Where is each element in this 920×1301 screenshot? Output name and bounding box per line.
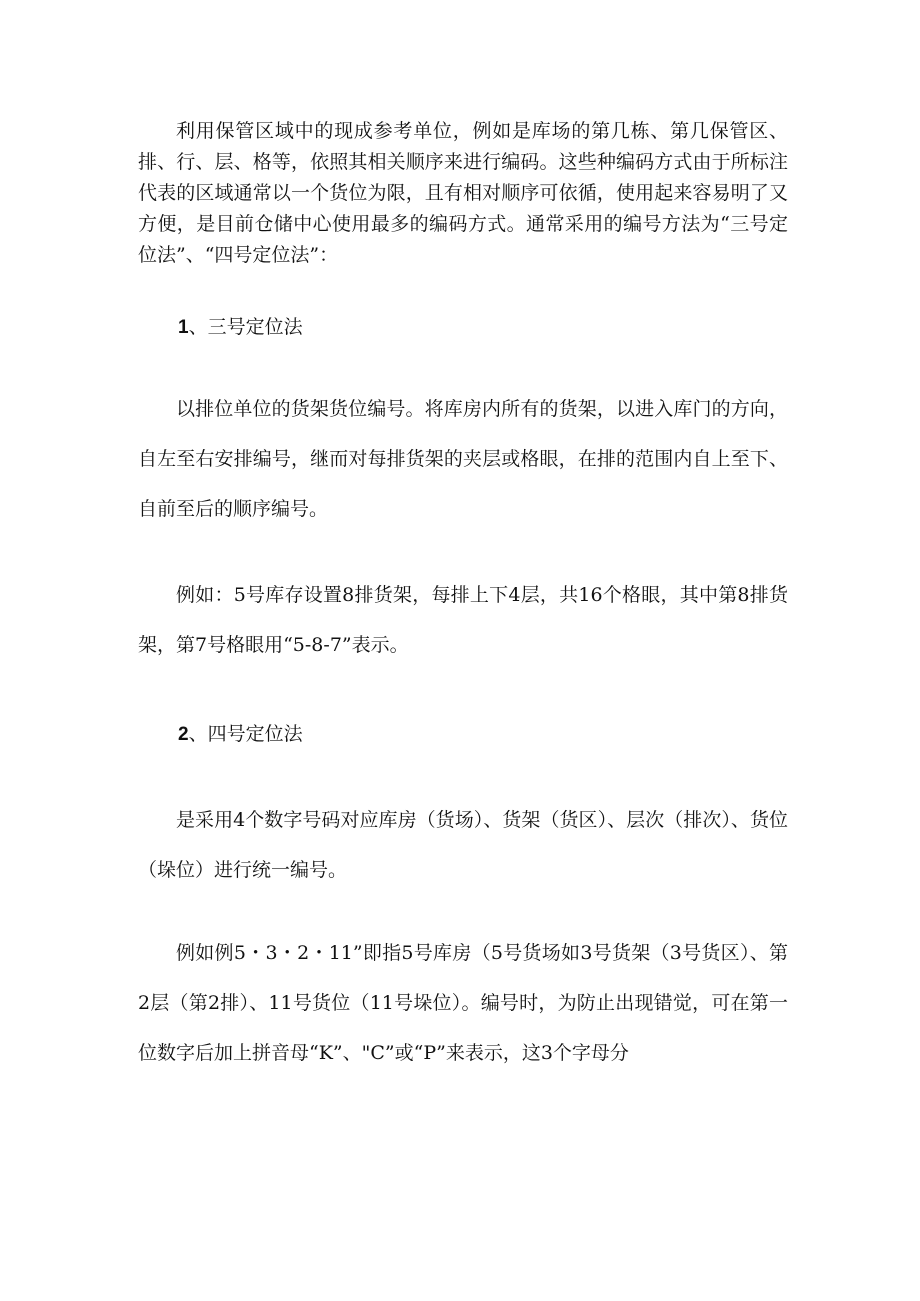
section-2-title: 、四号定位法 [188,723,303,745]
section-1-title: 、三号定位法 [188,316,303,338]
section-1-body: 以排位单位的货架货位编号。将库房内所有的货架，以进入库门的方向，自左至右安排编号，继而对每排货架的夹层或格眼，在排的范围内自上至下、自前至后的顺序编号。 [138,398,788,520]
section-1-heading [178,313,303,342]
section-2-heading [178,720,303,749]
section-2-example: 例如例5・3・2・11”即指5号库房（5号货场如3号货架（3号货区）、第2层（第2排）、11号货位（11号垛位）。编号时，为防止出现错觉，可在第一位数字后加上拼音母“K”、"C”或“P”来表示，这3个字母分 [138,942,788,1064]
intro-paragraph: 利用保管区域中的现成参考单位，例如是库场的第几栋、第几保管区、排、行、层、格等，依照其相关顺序来进行编码。这些种编码方式由于所标注代表的区域通常以一个货位为限，且有相对顺序可依循，使用起来容易明了又方便，是目前仓储中心使用最多的编码方式。通常采用的编号方法为“三号定位法”、“四号定位法”： [138,120,788,266]
section-1-number: 1 [178,317,189,338]
section-2-number: 2 [178,724,189,745]
section-1-example: 例如：5号库存设置8排货架，每排上下4层，共16个格眼，其中第8排货架，第7号格眼用“5-8-7”表示。 [138,584,788,656]
section-2-body: 是采用4个数字号码对应库房（货场）、货架（货区）、层次（排次）、货位（垛位）进行统一编号。 [138,809,788,881]
